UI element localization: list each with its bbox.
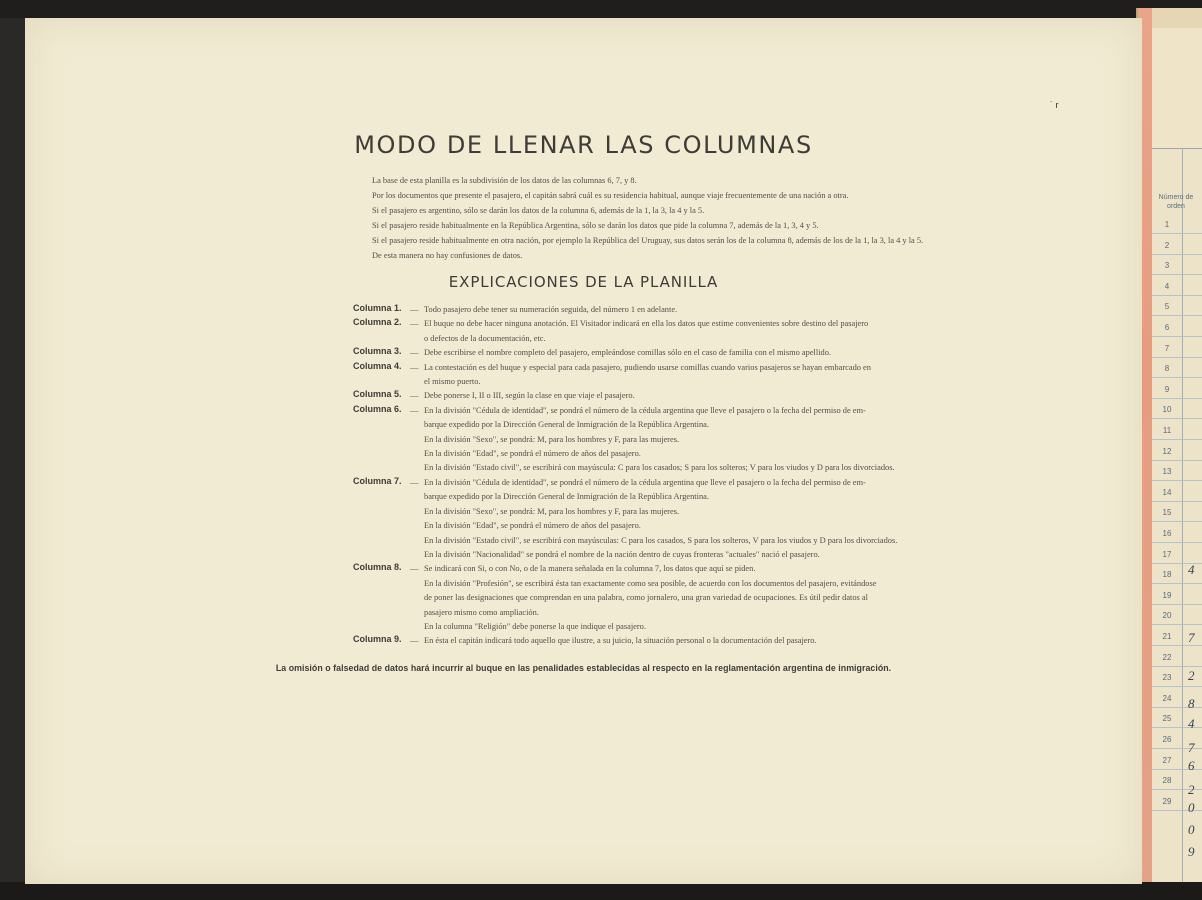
column-text-line: En la división "Cédula de identidad", se pondrá el número de la cédula argentina que lleve el pasajero o la fecha del permiso de em- [424, 477, 866, 487]
row-divider [1152, 480, 1202, 481]
column-text-line: el mismo puerto. [424, 377, 481, 387]
column-entry [353, 389, 933, 403]
column-text-line: En la división "Cédula de identidad", se pondrá el número de la cédula argentina que lleve el pasajero o la fecha del permiso de em- [424, 405, 866, 415]
column-label: Columna 5. [353, 389, 402, 400]
row-number: 22 [1162, 652, 1172, 662]
row-number: 10 [1162, 405, 1172, 415]
column-text [424, 476, 933, 562]
column-dash: — [410, 348, 419, 358]
next-page-edge [1136, 8, 1202, 892]
column-entry [353, 404, 933, 476]
handwritten-digit: 4 [1188, 562, 1195, 577]
row-divider [1152, 357, 1202, 358]
row-divider [1152, 645, 1202, 646]
column-text [424, 346, 933, 360]
column-text [424, 562, 933, 634]
pencil-mark: ˙ r [1050, 100, 1059, 110]
row-number: 18 [1162, 570, 1172, 580]
handwritten-digit: 9 [1188, 844, 1195, 859]
column-dash: — [410, 405, 419, 415]
row-number: 12 [1162, 446, 1172, 456]
column-text-line: pasajero mismo como ampliación. [424, 607, 539, 617]
row-number: 14 [1162, 487, 1172, 497]
row-divider [1152, 274, 1202, 275]
row-number: 3 [1164, 261, 1170, 271]
row-number: 25 [1162, 714, 1172, 724]
grid-vertical-line [1182, 148, 1183, 892]
intro-line: Si el pasajero es argentino, sólo se darán los datos de la columna 6, además de la 1, la 3, la 4 y la 5. [372, 206, 705, 215]
column-text-line: El buque no debe hacer ninguna anotación. El Visitador indicará en ella los datos que estime convenientes sobre destino del pasajero [424, 319, 869, 329]
penalty-warning: La omisión o falsedad de datos hará incurrir al buque en las penalidades establecidas al respecto en la reglamentación argentina de inmigración. [275, 663, 892, 673]
column-label: Columna 3. [353, 346, 402, 357]
column-label: Columna 2. [353, 317, 402, 328]
next-page-header-label: Número de orden [1158, 194, 1194, 210]
column-text-line: En la división "Estado civil", se escribirá con mayúsculas: C para los casados, S para los solteros, V para los viudos y D para los divorciados. [424, 535, 898, 545]
row-divider [1152, 521, 1202, 522]
column-entry [353, 303, 933, 317]
row-number: 7 [1164, 343, 1170, 353]
column-text [424, 404, 933, 476]
column-entry [353, 346, 933, 360]
row-number: 27 [1162, 755, 1172, 765]
row-divider [1152, 460, 1202, 461]
column-text-line: o defectos de la documentación, etc. [424, 333, 546, 343]
row-number: 5 [1164, 302, 1170, 312]
column-text-line: barque expedido por la Dirección General de Inmigración de la República Argentina. [424, 492, 709, 502]
column-entry [353, 634, 933, 648]
section-subtitle: EXPLICACIONES DE LA PLANILLA [448, 273, 719, 291]
row-number: 15 [1162, 508, 1172, 518]
page-title: MODO DE LLENAR LAS COLUMNAS [354, 131, 813, 159]
column-text-line: Se indicará con Si, o con No, o de la manera señalada en la columna 7, los datos que aquí se piden. [424, 564, 756, 574]
handwritten-digit: 2 [1188, 668, 1195, 683]
row-number: 20 [1162, 611, 1172, 621]
column-text [424, 303, 933, 317]
column-label: Columna 7. [353, 475, 402, 486]
column-text [424, 361, 933, 390]
row-number: 8 [1164, 364, 1170, 374]
row-number: 24 [1162, 693, 1172, 703]
row-divider [1152, 336, 1202, 337]
column-text-line: En la división "Profesión", se escribirá ésta tan exactamente como sea posible, de acuerdo con los documentos del pasajero, evitándose [424, 578, 877, 588]
column-entry [353, 476, 933, 562]
intro-paragraphs [372, 173, 932, 263]
handwritten-digit: 4 [1188, 716, 1195, 731]
row-divider [1152, 604, 1202, 605]
row-divider [1152, 624, 1202, 625]
row-number: 29 [1162, 796, 1172, 806]
row-divider [1152, 542, 1202, 543]
column-text [424, 634, 933, 648]
column-text-line: de poner las designaciones que comprendan en una palabra, como jornalero, una gran variedad de ocupaciones. Es útil pedir datos al [424, 593, 868, 603]
column-dash: — [410, 305, 419, 314]
row-number: 13 [1162, 467, 1172, 477]
column-text-line: La contestación es del buque y especial para cada pasajero, pudiendo usarse comillas cuando varios pasajeros se hayan embarcado en [424, 362, 871, 372]
column-dash: — [410, 564, 419, 574]
row-number: 26 [1162, 735, 1172, 744]
row-divider [1152, 418, 1202, 419]
row-divider [1152, 254, 1202, 255]
next-page-header-box [1152, 28, 1202, 149]
column-label: Columna 6. [353, 403, 402, 414]
handwritten-digit: 6 [1188, 758, 1195, 773]
column-dash: — [410, 391, 419, 401]
row-divider [1152, 233, 1202, 234]
row-number: 9 [1164, 384, 1170, 394]
handwritten-digit: 8 [1188, 696, 1195, 711]
row-number: 16 [1162, 529, 1172, 538]
column-dash: — [410, 319, 419, 329]
column-entry [353, 317, 933, 346]
column-entry [353, 361, 933, 390]
scan-border-top [0, 0, 1202, 18]
row-divider [1152, 377, 1202, 378]
column-entry [353, 562, 933, 634]
intro-line: Por los documentos que presente el pasajero, el capitán sabrá cuál es su residencia habitual, aunque viaje frecuentemente de una nación a otra. [372, 191, 849, 200]
row-divider [1152, 398, 1202, 399]
handwritten-digit: 0 [1188, 800, 1195, 815]
row-divider [1152, 439, 1202, 440]
column-text-line: En ésta el capitán indicará todo aquello que ilustre, a su juicio, la situación personal o la documentación del pasajero. [424, 636, 817, 646]
column-text-line: En la división "Sexo", se pondrá: M, para los hombres y F, para las mujeres. [424, 434, 680, 444]
column-text-line: En la división "Estado civil", se escribirá con mayúscula: C para los casados; S para los solteros; V para los viudos y D para los divorciados. [424, 463, 895, 473]
row-divider [1152, 295, 1202, 296]
row-divider [1152, 686, 1202, 687]
column-label: Columna 4. [353, 360, 402, 371]
row-divider [1152, 666, 1202, 667]
intro-line: De esta manera no hay confusiones de datos. [372, 251, 523, 260]
row-number: 28 [1162, 776, 1172, 786]
column-label: Columna 9. [353, 634, 402, 645]
handwritten-digit: 7 [1188, 630, 1195, 645]
column-text-line: Debe escribirse el nombre completo del pasajero, empleándose comillas sólo en el caso de familia con el mismo apellido. [424, 348, 831, 358]
column-text-line: Todo pasajero debe tener su numeración seguida, del número 1 en adelante. [424, 305, 678, 314]
column-text-line: barque expedido por la Dirección General de Inmigración de la República Argentina. [424, 420, 709, 430]
column-text-line: En la columna "Religión" debe ponerse la que indique el pasajero. [424, 621, 646, 631]
handwritten-digit: 2 [1188, 782, 1195, 797]
column-text-line: En la división "Edad", se pondrá el número de años del pasajero. [424, 521, 641, 531]
column-dash: — [410, 362, 419, 372]
row-number: 2 [1164, 240, 1170, 250]
handwritten-digit: 0 [1188, 822, 1195, 837]
row-divider [1152, 583, 1202, 584]
column-label: Columna 1. [353, 303, 402, 313]
column-dash: — [410, 636, 419, 646]
intro-line: Si el pasajero reside habitualmente en la República Argentina, sólo se darán los datos que pide la columna 7, además de la 1, 3, 4 y 5. [372, 221, 819, 230]
row-number: 21 [1162, 632, 1172, 641]
row-number: 6 [1164, 323, 1170, 332]
column-text [424, 317, 933, 346]
handwritten-digit: 7 [1188, 740, 1195, 755]
column-dash: — [410, 477, 419, 487]
intro-line: Si el pasajero reside habitualmente en otra nación, por ejemplo la República del Uruguay, sus datos serán los de la columna 8, además de los de la 1, la 3, la 4 y la 5. [372, 236, 924, 245]
document-sheet [25, 18, 1142, 884]
scan-border-bottom [0, 882, 1202, 900]
row-number: 19 [1162, 590, 1172, 600]
intro-line: La base de esta planilla es la subdivisión de los datos de las columnas 6, 7, y 8. [372, 176, 637, 185]
row-number: 17 [1162, 549, 1172, 559]
column-explanations [353, 303, 933, 649]
column-text-line: En la división "Nacionalidad" se pondrá el nombre de la nación dentro de cuyas fronteras "actuales" nació el pasajero. [424, 549, 820, 559]
column-text-line: En la división "Edad", se pondrá el número de años del pasajero. [424, 449, 641, 459]
row-number: 4 [1164, 281, 1170, 291]
row-number: 23 [1162, 673, 1172, 683]
column-label: Columna 8. [353, 562, 402, 573]
column-text [424, 389, 933, 403]
column-text-line: En la división "Sexo", se pondrá: M, para los hombres y F, para las mujeres. [424, 506, 680, 516]
row-divider [1152, 315, 1202, 316]
row-number: 1 [1164, 220, 1170, 229]
column-text-line: Debe ponerse I, II o III, según la clase en que viaje el pasajero. [424, 391, 635, 401]
row-divider [1152, 501, 1202, 502]
row-number: 11 [1162, 426, 1172, 435]
